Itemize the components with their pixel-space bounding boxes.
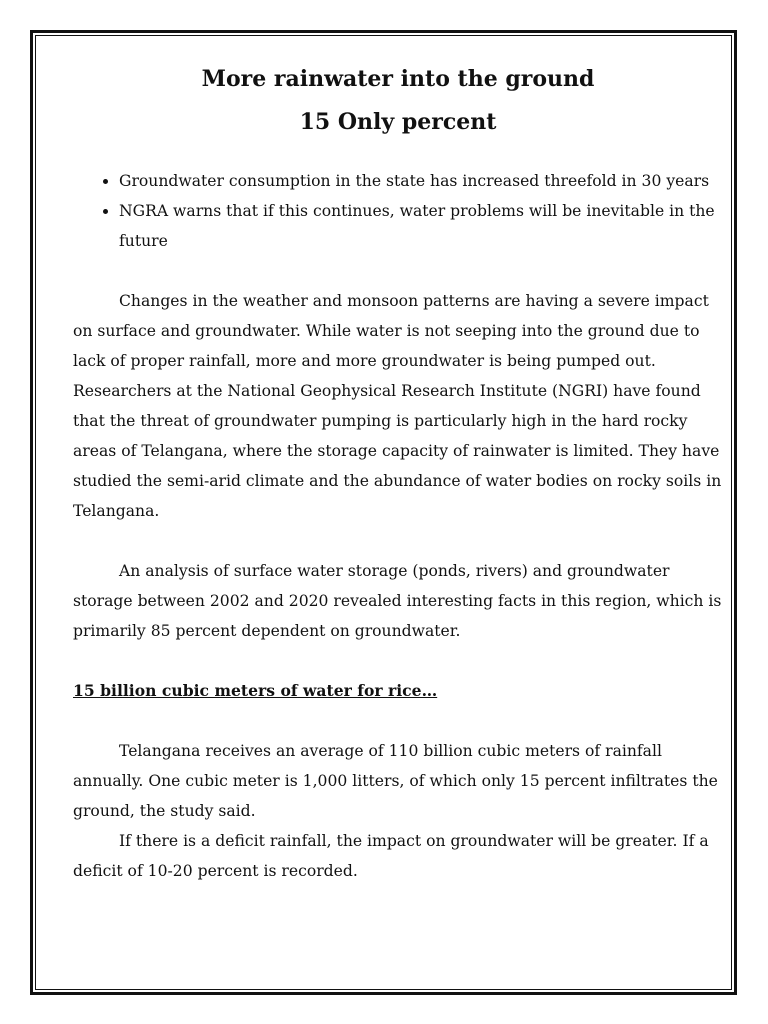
paragraph: An analysis of surface water storage (ponds, rivers) and groundwater storage between 2002 and 2020 revealed interesting facts in this region, which is primarily 85 percent dependent on groundwater.: [73, 562, 722, 640]
paragraph: Changes in the weather and monsoon patterns are having a severe impact on surface and groundwater. While water is not seeping into the ground due to lack of proper rainfall, more and more groundwater is being pumped out. Researchers at the National Geophysical Research Institute (NGRI) have found that the threat of groundwater pumping is particularly high in the hard rocky areas of Telangana, where the storage capacity of rainwater is limited. They have studied the semi-arid climate and the abundance of water bodies on rocky soils in Telangana.: [73, 292, 722, 520]
title-line-1: More rainwater into the ground: [201, 66, 595, 92]
bullet-item: • NGRA warns that if this continues, water problems will be inevitable in the future: [119, 196, 723, 256]
paragraph: Telangana receives an average of 110 billion cubic meters of rainfall annually. One cubic meter is 1,000 litters, of which only 15 percent infiltrates the ground, the study said.: [73, 742, 718, 820]
paragraph: If there is a deficit rainfall, the impact on groundwater will be greater. If a deficit of 10-20 percent is recorded.: [73, 832, 709, 880]
document-body: [73, 58, 723, 886]
section-heading: 15 billion cubic meters of water for rice…: [73, 681, 438, 700]
bullet-item: • Groundwater consumption in the state has increased threefold in 30 years: [119, 166, 723, 196]
title-line-2: 15 Only percent: [299, 109, 497, 135]
bullet-list: [73, 166, 723, 256]
